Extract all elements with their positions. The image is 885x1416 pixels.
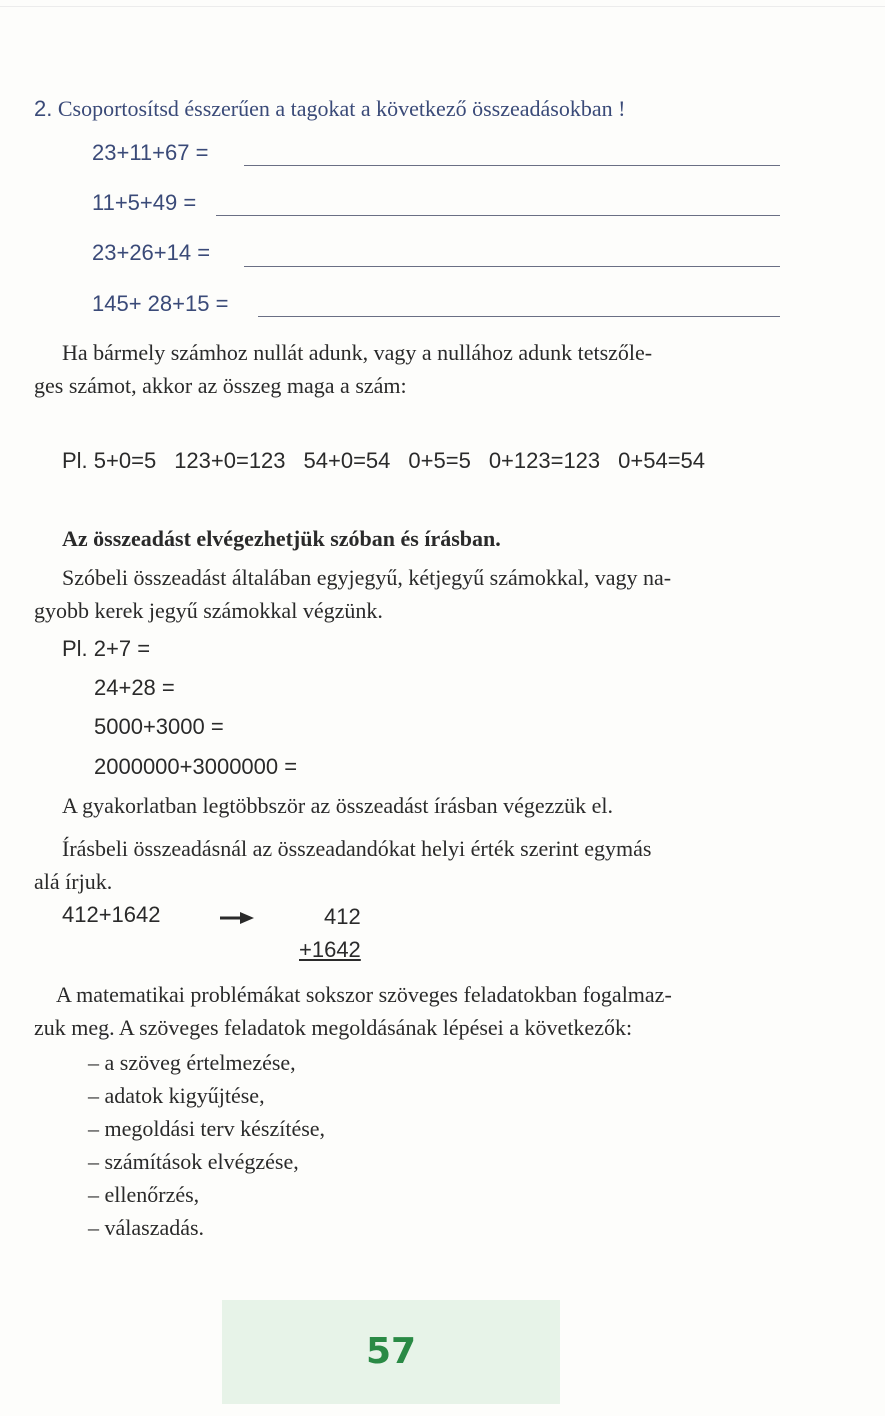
practice-sentence: A gyakorlatban legtöbbször az összeadást írásban végezzük el. — [62, 793, 614, 818]
right-arrow-icon — [220, 912, 254, 924]
list-item: – adatok kigyűjtése, — [88, 1083, 265, 1108]
oral-line-1: Szóbeli összeadást általában egyjegyű, kétjegyű számokkal, vagy na- — [62, 565, 672, 590]
page-number: 57 — [365, 1331, 417, 1372]
equation-2: 11+5+49 = — [92, 190, 197, 215]
oral-example-3: 5000+3000 = — [94, 714, 224, 739]
oral-addition-paragraph — [34, 561, 794, 627]
page-number-box — [222, 1300, 560, 1404]
written-example-inline: 412+1642 — [62, 902, 161, 927]
list-item: – számítások elvégzése, — [88, 1149, 299, 1174]
task-instruction — [34, 96, 625, 122]
zero-rule-paragraph — [34, 336, 794, 402]
word-problems-line-1: A matematikai problémákat sokszor szöveges feladatokban fogalmaz- — [56, 982, 672, 1007]
answer-blank-4 — [258, 316, 780, 317]
answer-blank-1 — [244, 165, 780, 166]
equation-4: 145+ 28+15 = — [92, 291, 229, 316]
answer-blank-2 — [216, 215, 780, 216]
task-text: Csoportosítsd ésszerűen a tagokat a következő összeadásokban ! — [57, 96, 626, 121]
oral-example-1: Pl. 2+7 = — [62, 636, 151, 661]
list-item: – válaszadás. — [88, 1215, 205, 1240]
zero-example: 54+0=54 — [303, 448, 391, 473]
task-number: 2. — [34, 96, 53, 121]
written-addition-paragraph — [34, 832, 794, 898]
written-example-bottom: +1642 — [299, 937, 361, 962]
word-problems-line-2: zuk meg. A szöveges feladatok megoldásának lépései a következők: — [34, 1015, 633, 1040]
zero-example: Pl. 5+0=5 — [62, 448, 157, 473]
written-line-1: Írásbeli összeadásnál az összeadandókat helyi érték szerint egymás — [62, 836, 652, 861]
zero-example: 0+54=54 — [618, 448, 706, 473]
written-example-top: 412 — [324, 904, 361, 929]
list-item: – megoldási terv készítése, — [88, 1116, 326, 1141]
list-item: – ellenőrzés, — [88, 1182, 200, 1207]
oral-line-2: gyobb kerek jegyű számokkal végzünk. — [34, 598, 383, 623]
oral-example-2: 24+28 = — [94, 675, 175, 700]
equation-1: 23+11+67 = — [92, 140, 209, 165]
top-edge-line — [0, 6, 885, 7]
equation-3: 23+26+14 = — [92, 240, 211, 265]
zero-example: 0+5=5 — [408, 448, 471, 473]
oral-example-4: 2000000+3000000 = — [94, 754, 298, 779]
zero-rule-examples — [62, 448, 723, 474]
answer-blank-3 — [244, 266, 780, 267]
zero-rule-line-1: Ha bármely számhoz nullát adunk, vagy a nullához adunk tetszőle- — [62, 340, 653, 365]
list-item: – a szöveg értelmezése, — [88, 1050, 296, 1075]
zero-example: 0+123=123 — [488, 448, 601, 473]
written-line-2: alá írjuk. — [34, 869, 113, 894]
section-heading: Az összeadást elvégezhetjük szóban és írásban. — [62, 526, 501, 551]
word-problems-paragraph — [34, 978, 794, 1044]
zero-rule-line-2: ges számot, akkor az összeg maga a szám: — [34, 373, 407, 398]
steps-list — [88, 1046, 325, 1244]
zero-example: 123+0=123 — [174, 448, 286, 473]
